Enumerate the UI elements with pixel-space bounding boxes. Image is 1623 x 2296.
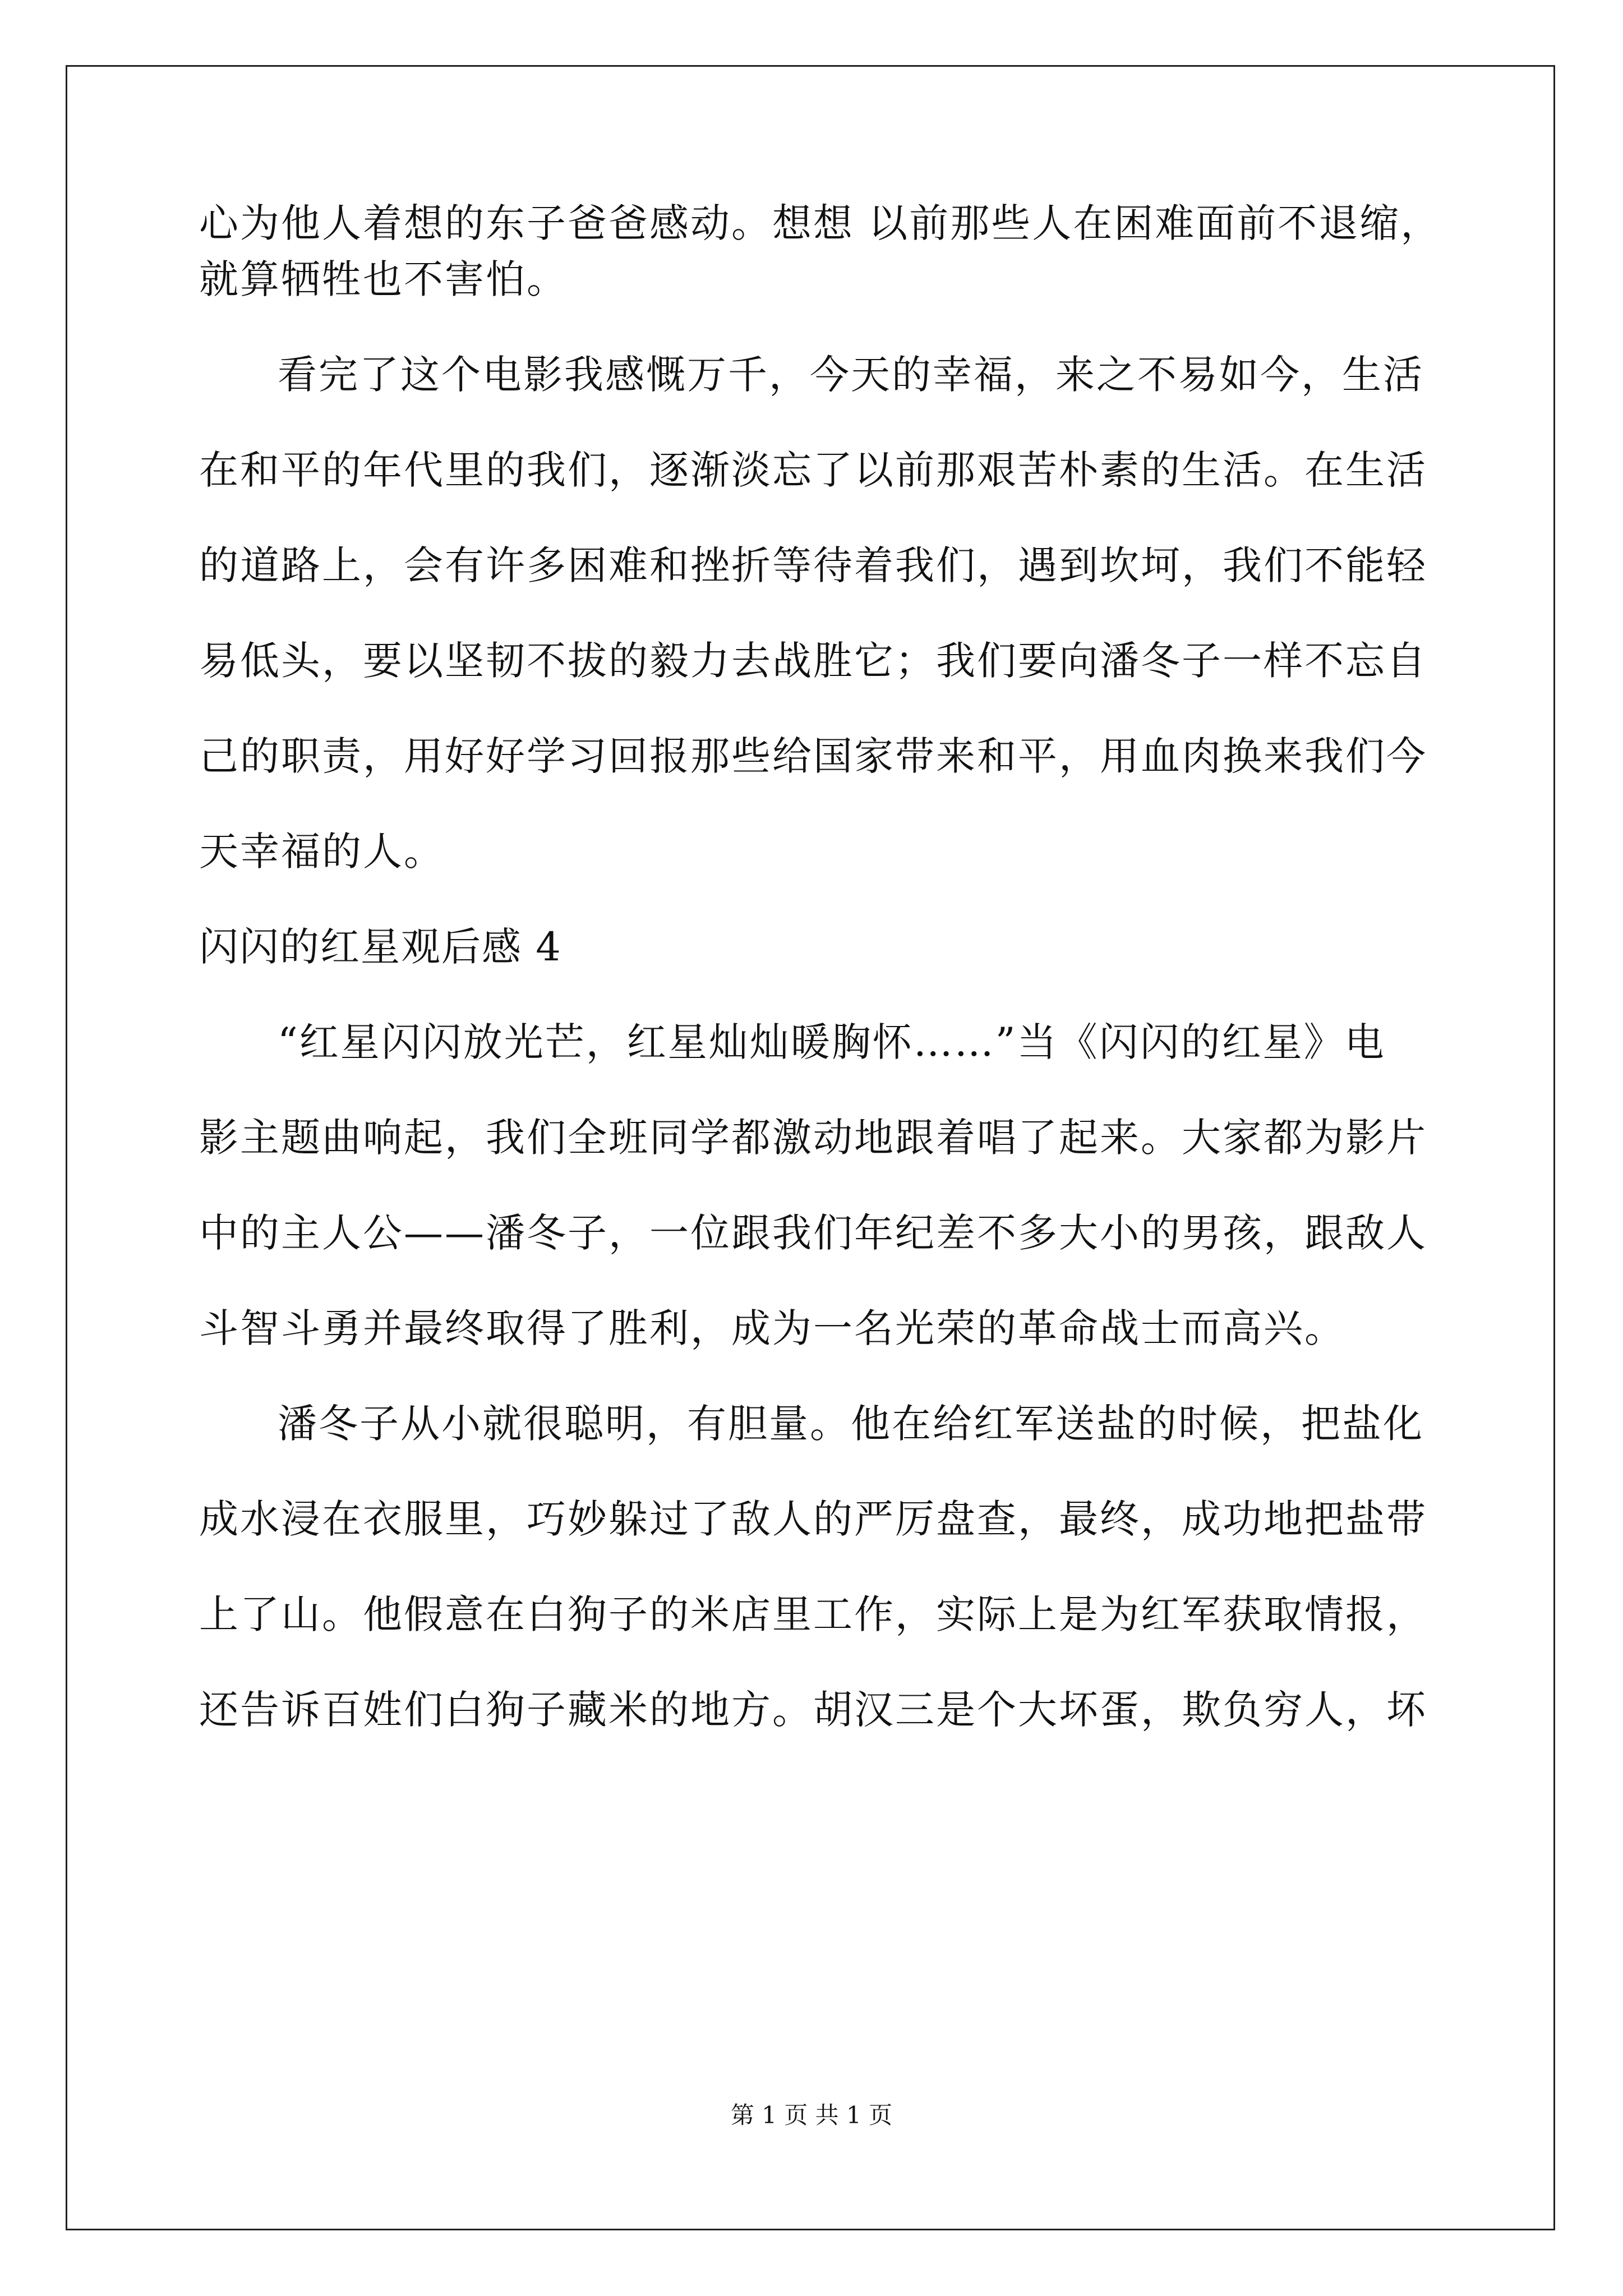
- text-line: 在和平的年代里的我们，逐渐淡忘了以前那艰苦朴素的生活。在生活: [199, 447, 1427, 493]
- paragraph-first-line: 看完了这个电影我感慨万千，今天的幸福，来之不易如今，生活: [278, 352, 1424, 398]
- text-line: 中的主人公——潘冬子，一位跟我们年纪差不多大小的男孩，跟敌人: [199, 1210, 1427, 1256]
- paragraph-first-line: 潘冬子从小就很聪明，有胆量。他在给红军送盐的时候，把盐化: [278, 1401, 1424, 1447]
- paragraph-first-line: “红星闪闪放光芒，红星灿灿暖胸怀……”当《闪闪的红星》电: [278, 1019, 1386, 1065]
- text-line: 己的职责，用好好学习回报那些给国家带来和平，用血肉换来我们今: [199, 733, 1427, 779]
- document-body: [199, 195, 1450, 1738]
- text-line: 影主题曲响起，我们全班同学都激动地跟着唱了起来。大家都为影片: [199, 1115, 1427, 1161]
- page-number-footer: 第 1 页 共 1 页: [730, 2101, 893, 2129]
- text-line: 心为他人着想的东子爸爸感动。想想 以前那些人在困难面前不退缩，: [199, 200, 1442, 246]
- text-line: 就算牺牲也不害怕。: [199, 256, 568, 302]
- text-line: 斗智斗勇并最终取得了胜利，成为一名光荣的革命战士而高兴。: [199, 1305, 1345, 1351]
- text-line: 上了山。他假意在白狗子的米店里工作，实际上是为红军获取情报，: [199, 1591, 1427, 1637]
- text-line: 还告诉百姓们白狗子藏米的地方。胡汉三是个大坏蛋，欺负穷人，坏: [199, 1687, 1427, 1733]
- section-heading: 闪闪的红星观后感 4: [199, 924, 562, 970]
- text-line: 成水浸在衣服里，巧妙躲过了敌人的严厉盘查，最终，成功地把盐带: [199, 1496, 1427, 1542]
- text-line: 的道路上，会有许多困难和挫折等待着我们，遇到坎坷，我们不能轻: [199, 542, 1427, 588]
- text-line: 易低头，要以坚韧不拔的毅力去战胜它；我们要向潘冬子一样不忘自: [199, 638, 1427, 684]
- text-line: 天幸福的人。: [199, 829, 445, 875]
